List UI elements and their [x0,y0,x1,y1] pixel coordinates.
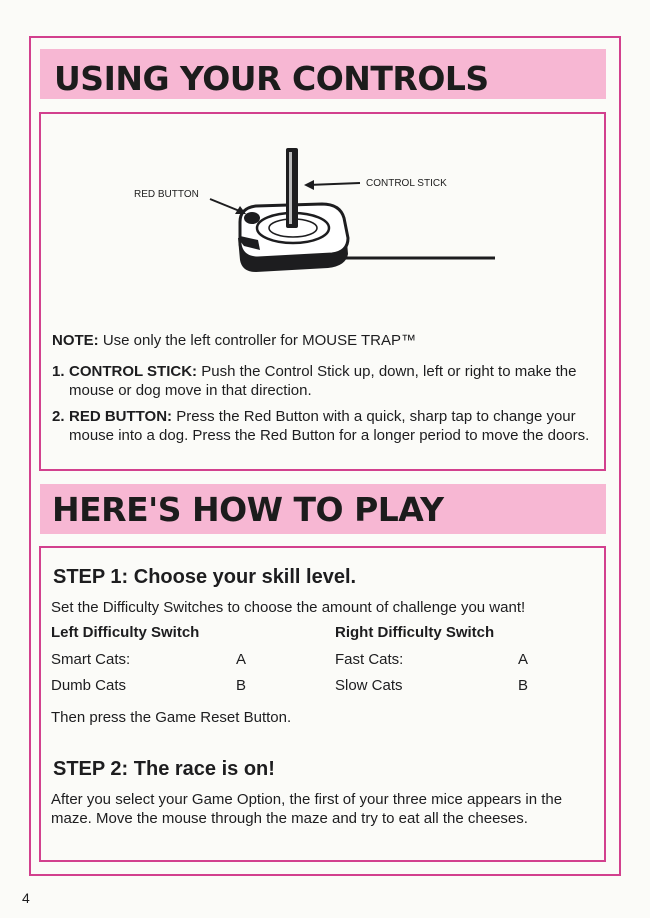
item-text: Push the Control Stick up, down, left or right to make the mouse or dog move in that direction. [69,363,577,399]
item-text: Press the Red Button with a quick, sharp tap to change your mouse into a dog. Press the Red Button for a longer period to move the doors. [69,408,590,444]
note [52,332,416,349]
item-label: RED BUTTON: [69,408,173,425]
note-label: NOTE: [52,332,99,349]
left-row-value: A [236,651,247,668]
step2-heading: STEP 2: The race is on! [53,758,275,780]
left-row-name: Dumb Cats [51,677,127,694]
step1-intro: Set the Difficulty Switches to choose the amount of challenge you want! [51,599,526,616]
red-button-label: RED BUTTON [134,189,199,200]
note-text: Use only the left controller for MOUSE TRAP™ [102,332,417,349]
left-row-name: Smart Cats: [51,651,131,668]
control-stick-highlight [289,152,292,224]
red-button-arrow [210,199,242,212]
right-row-value: A [518,651,529,668]
step2-text: After you select your Game Option, the first of your three mice appears in the maze. Move the mouse through the maze and try to eat all the cheeses. [51,791,563,827]
control-stick-label: CONTROL STICK [366,178,447,189]
page-number: 4 [22,890,30,906]
game-reset-instruction: Then press the Game Reset Button. [51,709,292,726]
control-stick-arrow [308,183,360,185]
section-title-how-to-play: HERE'S HOW TO PLAY [52,490,444,529]
right-row-name: Slow Cats [335,677,403,694]
item-number: 2. [52,408,65,425]
left-switch-header: Left Difficulty Switch [51,624,200,641]
control-stick-arrowhead [304,180,314,190]
red-button-shape [244,212,260,224]
section-title-controls: USING YOUR CONTROLS [54,59,489,98]
joystick-diagram [90,142,510,292]
right-switch-header: Right Difficulty Switch [335,624,495,641]
step1-heading: STEP 1: Choose your skill level. [53,566,357,588]
right-row-value: B [518,677,529,694]
item-number: 1. [52,363,65,380]
left-row-value: B [236,677,247,694]
instruction-item [52,362,592,400]
section-banner-how-to-play [40,484,606,534]
item-label: CONTROL STICK: [69,363,198,380]
right-row-name: Fast Cats: [335,651,404,668]
section-banner-controls [40,49,606,99]
instruction-item [52,407,592,445]
